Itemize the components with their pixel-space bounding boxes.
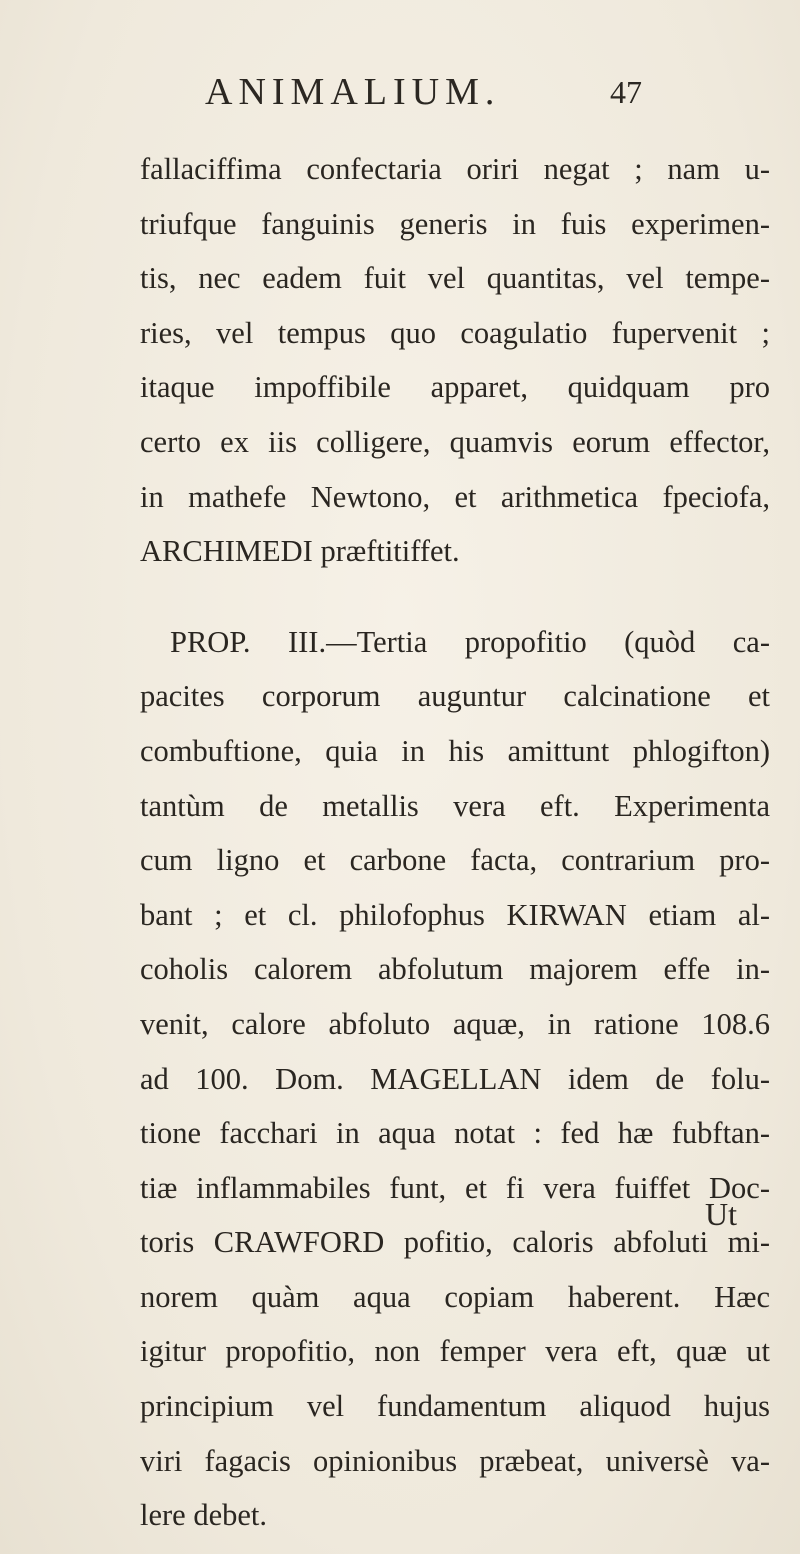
- text-line: viri fagacis opinionibus præbeat, universè va-: [140, 1443, 770, 1478]
- body-text: [140, 142, 770, 1543]
- text-line: tione facchari in aqua notat : fed hæ fubftan-: [140, 1116, 770, 1151]
- text-line: ARCHIMEDI præftitiffet.: [140, 534, 460, 569]
- text-line: cum ligno et carbone facta, contrarium pro-: [140, 843, 770, 878]
- text-line: tiæ inflammabiles funt, et fi vera fuiffet Doc-: [140, 1170, 770, 1205]
- text-line: coholis calorem abfolutum majorem effe in-: [140, 952, 770, 987]
- catchword: Ut: [705, 1196, 737, 1232]
- text-line: pacites corporum auguntur calcinatione et: [140, 679, 770, 714]
- running-head: ANIMALIUM.: [205, 71, 501, 113]
- text-line: tis, nec eadem fuit vel quantitas, vel tempe-: [140, 261, 770, 296]
- page-number: 47: [610, 74, 642, 110]
- text-line: toris CRAWFORD pofitio, caloris abfoluti mi-: [140, 1225, 770, 1260]
- text-line: itaque impoffibile apparet, quidquam pro: [140, 370, 770, 405]
- text-line: combuftione, quia in his amittunt phlogifton): [140, 733, 770, 768]
- text-line: venit, calore abfoluto aquæ, in ratione 108.6: [140, 1006, 770, 1041]
- text-line: tantùm de metallis vera eft. Experimenta: [140, 788, 770, 823]
- text-line: certo ex iis colligere, quamvis eorum effector,: [140, 424, 770, 459]
- text-line: fallaciffima confectaria oriri negat ; nam u-: [140, 152, 770, 186]
- text-line: lere debet.: [140, 1498, 268, 1533]
- text-line: in mathefe Newtono, et arithmetica fpeciofa,: [140, 479, 770, 514]
- text-line: igitur propofitio, non femper vera eft, quæ ut: [140, 1334, 770, 1369]
- paragraph-start-line: PROP. III.—Tertia propofitio (quòd ca-: [170, 624, 770, 659]
- text-line: principium vel fundamentum aliquod hujus: [140, 1389, 770, 1424]
- text-line: triufque fanguinis generis in fuis experimen-: [140, 206, 770, 241]
- text-line: ries, vel tempus quo coagulatio fupervenit ;: [140, 315, 770, 350]
- text-line: norem quàm aqua copiam haberent. Hæc: [140, 1279, 770, 1314]
- text-line: ad 100. Dom. MAGELLAN idem de folu-: [140, 1061, 770, 1096]
- text-line: bant ; et cl. philofophus KIRWAN etiam al-: [140, 897, 770, 932]
